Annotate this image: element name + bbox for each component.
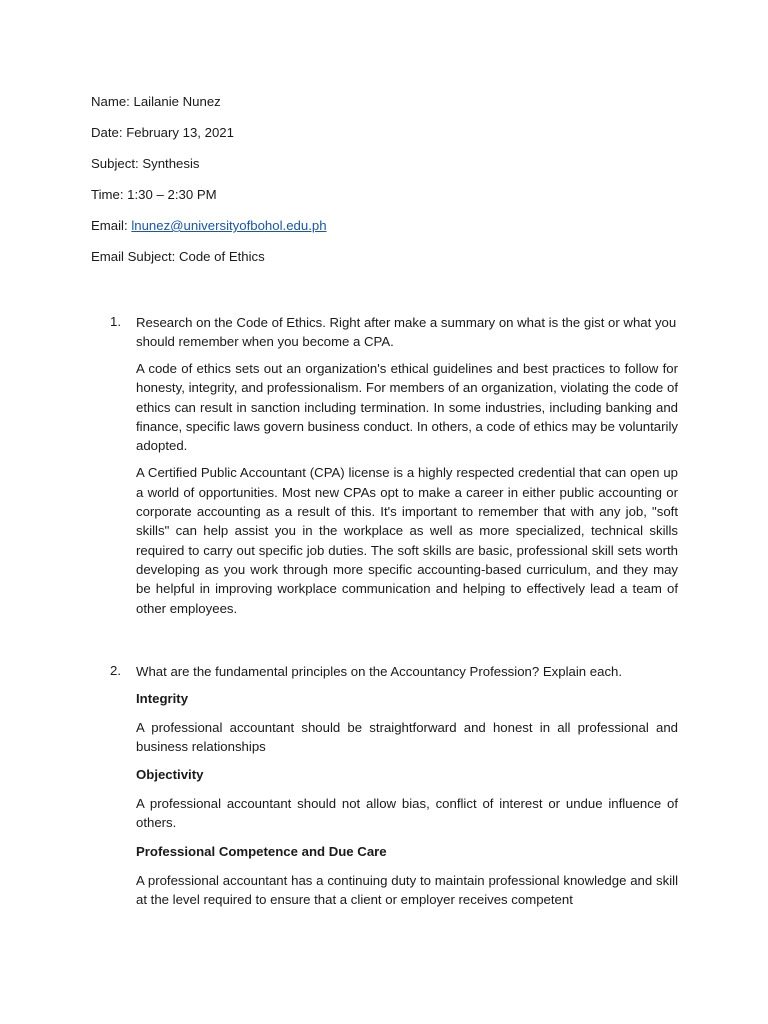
subject-value: Synthesis: [142, 156, 200, 171]
name-label: Name:: [91, 94, 130, 109]
email-label: Email:: [91, 218, 128, 233]
question-1-text: Research on the Code of Ethics. Right after make a summary on what is the gist or what you should remember when you become a CPA.: [136, 315, 677, 349]
question-2: [110, 663, 678, 919]
question-1-number: 1.: [110, 314, 121, 329]
answer-1-paragraph-2: A Certified Public Accountant (CPA) license is a highly respected credential that can open up a world of opportunities. Most new CPAs opt to make a career in either public accounting or corporate accounting as a result of this. It's important to remember that with any job, "soft skills" can help assist you in the workplace as well as more specialized, technical skills required to carry out specific job duties. The soft skills are basic, professional skill sets worth developing as you work through more specific accounting-based curriculum, and they may be helpful in improving workplace communication and helping to effectively lead a team of other employees.: [136, 465, 678, 616]
subject-line: [91, 155, 200, 173]
email-link[interactable]: lnunez@universityofbohol.edu.ph: [131, 218, 327, 233]
question-2-number: 2.: [110, 663, 121, 678]
date-line: [91, 124, 234, 142]
subject-label: Subject:: [91, 156, 139, 171]
time-label: Time:: [91, 187, 124, 202]
principle-text-integrity: A professional accountant should be straightforward and honest in all professional and business relationships: [136, 719, 678, 754]
email-line: [91, 217, 327, 235]
date-label: Date:: [91, 125, 123, 140]
name-line: [91, 93, 221, 111]
time-value: 1:30 – 2:30 PM: [127, 187, 217, 202]
answer-1-paragraph-1: A code of ethics sets out an organization's ethical guidelines and best practices to follow for honesty, integrity, and professionalism. For members of an organization, violating the code of ethics can result in sanction including termination. In some industries, including banking and finance, specific laws govern business conduct. In others, a code of ethics may be voluntarily adopted.: [136, 361, 678, 454]
name-value: Lailanie Nunez: [133, 94, 221, 109]
principle-text-objectivity: A professional accountant should not allow bias, conflict of interest or undue influence of others.: [136, 796, 678, 831]
principle-text-competence: A professional accountant has a continuing duty to maintain professional knowledge and skill at the level required to ensure that a client or employer receives competent: [136, 872, 678, 907]
date-value: February 13, 2021: [126, 125, 234, 140]
time-line: [91, 186, 217, 204]
question-1: [110, 314, 678, 626]
email-subject-label: Email Subject:: [91, 249, 176, 264]
email-subject-value: Code of Ethics: [178, 249, 265, 264]
principle-heading-objectivity: Objectivity: [136, 767, 204, 783]
email-subject-line: [91, 248, 265, 266]
principle-heading-integrity: Integrity: [136, 690, 189, 706]
principle-heading-competence: Professional Competence and Due Care: [136, 843, 387, 859]
question-2-text: What are the fundamental principles on the Accountancy Profession? Explain each.: [136, 664, 623, 679]
